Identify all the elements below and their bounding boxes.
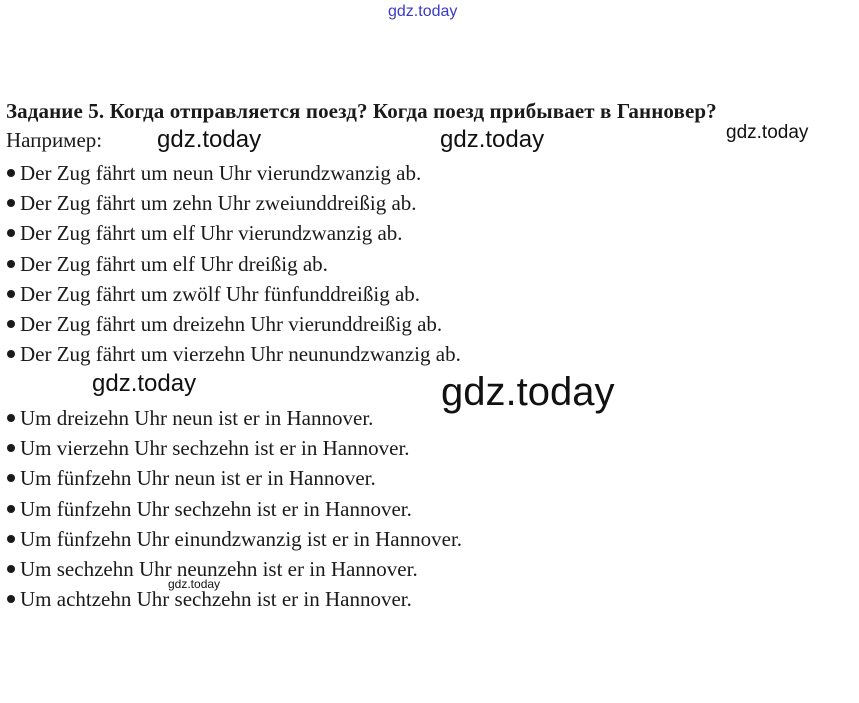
list-item xyxy=(6,494,462,524)
list-item-text: Um sechzehn Uhr neunzehn ist er in Hannover. xyxy=(20,557,418,582)
list-item-text: Der Zug fährt um neun Uhr vierundzwanzig ab. xyxy=(20,161,422,186)
list-item xyxy=(6,158,461,188)
list-item xyxy=(6,554,462,584)
list-item-text: Um fünfzehn Uhr einundzwanzig ist er in Hannover. xyxy=(20,526,463,551)
list-item xyxy=(6,339,461,369)
bullet-icon xyxy=(7,474,15,482)
bullet-icon xyxy=(7,320,15,328)
bullet-icon xyxy=(7,169,15,177)
task-heading: Задание 5. Когда отправляется поезд? Когда поезд прибывает в Ганновер? xyxy=(6,99,717,123)
bullet-icon xyxy=(7,535,15,543)
list-item-text: Der Zug fährt um zehn Uhr zweiunddreißig ab. xyxy=(20,191,417,216)
list-item xyxy=(6,279,461,309)
example-label: Например: xyxy=(6,128,103,152)
bullet-icon xyxy=(7,350,15,358)
departures-list xyxy=(6,158,461,369)
list-item xyxy=(6,524,462,554)
watermark: gdz.today xyxy=(440,126,545,153)
arrivals-list xyxy=(6,403,462,614)
watermark: gdz.today xyxy=(726,122,809,143)
watermark: gdz.today xyxy=(441,370,615,414)
list-item-text: Um fünfzehn Uhr sechzehn ist er in Hannover. xyxy=(20,496,412,521)
list-item xyxy=(6,433,462,463)
watermark-top: gdz.today xyxy=(388,3,458,20)
bullet-icon xyxy=(7,444,15,452)
list-item xyxy=(6,463,462,493)
list-item xyxy=(6,249,461,279)
list-item xyxy=(6,309,461,339)
bullet-icon xyxy=(7,565,15,573)
bullet-icon xyxy=(7,260,15,268)
list-item xyxy=(6,584,462,614)
list-item-text: Der Zug fährt um vierzehn Uhr neunundzwanzig ab. xyxy=(20,342,461,367)
bullet-icon xyxy=(7,595,15,603)
list-item-text: Um achtzehn Uhr sechzehn ist er in Hannover. xyxy=(20,587,412,612)
list-item-text: Um vierzehn Uhr sechzehn ist er in Hannover. xyxy=(20,436,410,461)
list-item-text: Der Zug fährt um dreizehn Uhr vierunddreißig ab. xyxy=(20,312,443,337)
bullet-icon xyxy=(7,229,15,237)
bullet-icon xyxy=(7,199,15,207)
list-item xyxy=(6,218,461,248)
watermark: gdz.today xyxy=(92,370,197,397)
watermark: gdz.today xyxy=(157,126,262,153)
list-item-text: Der Zug fährt um zwölf Uhr fünfunddreißig ab. xyxy=(20,281,421,306)
list-item-text: Der Zug fährt um elf Uhr dreißig ab. xyxy=(20,251,328,276)
list-item-text: Um dreizehn Uhr neun ist er in Hannover. xyxy=(20,406,374,431)
bullet-icon xyxy=(7,290,15,298)
list-item xyxy=(6,403,462,433)
list-item-text: Um fünfzehn Uhr neun ist er in Hannover. xyxy=(20,466,376,491)
bullet-icon xyxy=(7,505,15,513)
bullet-icon xyxy=(7,414,15,422)
watermark: gdz.today xyxy=(168,577,221,591)
list-item-text: Der Zug fährt um elf Uhr vierundzwanzig ab. xyxy=(20,221,403,246)
list-item xyxy=(6,188,461,218)
